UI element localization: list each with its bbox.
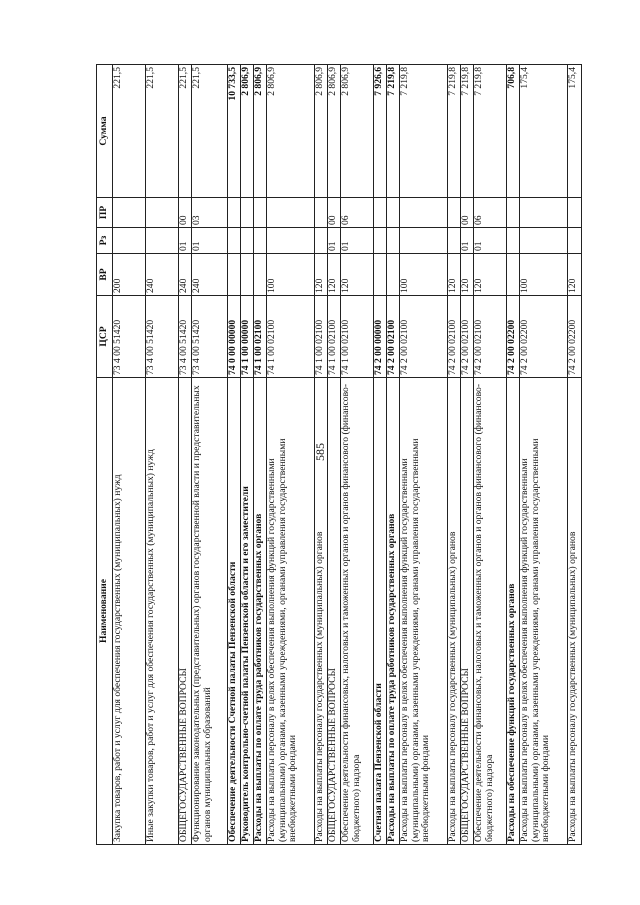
row-rz-cell xyxy=(146,228,179,254)
row-pr-cell xyxy=(387,198,400,228)
table-row xyxy=(520,65,568,845)
budget-table-rotated xyxy=(96,65,582,845)
row-vr-cell: 240 xyxy=(146,254,179,296)
row-rz-cell xyxy=(315,228,328,254)
row-rz-cell: 01 xyxy=(328,228,341,254)
table-row xyxy=(400,65,448,845)
row-vr-cell: 120 xyxy=(328,254,341,296)
row-pr-cell xyxy=(113,198,146,228)
row-sum-cell: 175,4 xyxy=(568,65,582,198)
row-rz-cell xyxy=(113,228,146,254)
row-pr-cell xyxy=(241,198,254,228)
row-rz-cell xyxy=(267,228,315,254)
row-vr-cell: 120 xyxy=(568,254,582,296)
row-rz-cell xyxy=(228,228,241,254)
row-vr-cell: 100 xyxy=(520,254,568,296)
table-row xyxy=(192,65,228,845)
row-csr-cell: 74 1 00 00000 xyxy=(241,296,254,378)
row-sum-cell: 221,5 xyxy=(113,65,146,198)
row-sum-cell: 7 219,8 xyxy=(387,65,400,198)
row-sum-cell: 221,5 xyxy=(146,65,179,198)
row-name-cell: Расходы на выплаты по оплате труда работников государственных органов xyxy=(387,378,400,845)
header-sum: Сумма xyxy=(97,65,113,198)
table-row xyxy=(146,65,179,845)
row-csr-cell: 74 1 00 02100 xyxy=(315,296,328,378)
header-csr: ЦСР xyxy=(97,296,113,378)
row-vr-cell xyxy=(241,254,254,296)
row-sum-cell: 7 926,6 xyxy=(374,65,387,198)
row-csr-cell: 74 1 00 02100 xyxy=(341,296,374,378)
row-name-cell: Обеспечение деятельности финансовых, налоговых и таможенных органов и органов финансового (финансово-бюджетного) надзора xyxy=(341,378,374,845)
row-pr-cell: 00 xyxy=(179,198,192,228)
row-sum-cell: 221,5 xyxy=(179,65,192,198)
row-name-cell: Обеспечение деятельности финансовых, налоговых и таможенных органов и органов финансового (финансово-бюджетного) надзора xyxy=(474,378,507,845)
row-rz-cell: 01 xyxy=(474,228,507,254)
row-rz-cell xyxy=(507,228,520,254)
row-pr-cell xyxy=(315,198,328,228)
row-sum-cell: 2 806,9 xyxy=(315,65,328,198)
row-sum-cell: 2 806,9 xyxy=(267,65,315,198)
row-pr-cell: 00 xyxy=(328,198,341,228)
table-row xyxy=(228,65,241,845)
row-rz-cell: 01 xyxy=(179,228,192,254)
table-row xyxy=(179,65,192,845)
row-name-cell: Расходы на выплаты персоналу в целях обеспечения выполнения функций государственными (муниципальными) органами, казенными учреждениями, органами управления государственными внебюджетными фондами xyxy=(400,378,448,845)
table-row xyxy=(448,65,461,845)
row-vr-cell: 120 xyxy=(461,254,474,296)
row-name-cell: ОБЩЕГОСУДАРСТВЕННЫЕ ВОПРОСЫ xyxy=(179,378,192,845)
row-vr-cell xyxy=(254,254,267,296)
row-pr-cell xyxy=(520,198,568,228)
table-row xyxy=(387,65,400,845)
row-sum-cell: 2 806,9 xyxy=(328,65,341,198)
table-row xyxy=(474,65,507,845)
row-csr-cell: 73 4 00 51420 xyxy=(192,296,228,378)
row-pr-cell xyxy=(374,198,387,228)
row-csr-cell: 74 2 00 02100 xyxy=(448,296,461,378)
header-rz: Рз xyxy=(97,228,113,254)
table-row xyxy=(267,65,315,845)
row-name-cell: Расходы на выплаты персоналу государственных (муниципальных) органов xyxy=(315,378,328,845)
row-vr-cell: 120 xyxy=(474,254,507,296)
row-csr-cell: 74 2 00 02100 xyxy=(400,296,448,378)
row-name-cell: Закупка товаров, работ и услуг для обеспечения государственных (муниципальных) нужд xyxy=(113,378,146,845)
row-vr-cell xyxy=(507,254,520,296)
row-csr-cell: 73 4 00 51420 xyxy=(146,296,179,378)
row-vr-cell: 240 xyxy=(179,254,192,296)
row-vr-cell: 200 xyxy=(113,254,146,296)
row-csr-cell: 73 4 00 51420 xyxy=(179,296,192,378)
row-vr-cell xyxy=(374,254,387,296)
row-rz-cell xyxy=(374,228,387,254)
row-name-cell: Обеспечение деятельности Счетной палаты Пензенской области xyxy=(228,378,241,845)
row-csr-cell: 74 2 00 02100 xyxy=(387,296,400,378)
table-row xyxy=(328,65,341,845)
row-csr-cell: 74 2 00 02100 xyxy=(461,296,474,378)
table-row xyxy=(374,65,387,845)
row-sum-cell: 7 219,8 xyxy=(474,65,507,198)
row-vr-cell xyxy=(387,254,400,296)
header-name: Наименование xyxy=(97,378,113,845)
header-pr: ПР xyxy=(97,198,113,228)
row-sum-cell: 7 219,8 xyxy=(461,65,474,198)
header-vr: ВР xyxy=(97,254,113,296)
row-sum-cell: 7 219,8 xyxy=(448,65,461,198)
row-name-cell: Расходы на выплаты по оплате труда работников государственных органов xyxy=(254,378,267,845)
row-pr-cell xyxy=(254,198,267,228)
row-csr-cell: 74 2 00 00000 xyxy=(374,296,387,378)
row-sum-cell: 221,5 xyxy=(192,65,228,198)
table-header-row xyxy=(97,65,113,845)
row-csr-cell: 74 2 00 02200 xyxy=(507,296,520,378)
row-vr-cell: 100 xyxy=(400,254,448,296)
row-rz-cell xyxy=(520,228,568,254)
row-sum-cell: 706,8 xyxy=(507,65,520,198)
row-pr-cell xyxy=(228,198,241,228)
row-csr-cell: 74 2 00 02200 xyxy=(568,296,582,378)
row-sum-cell: 175,4 xyxy=(520,65,568,198)
row-pr-cell: 03 xyxy=(192,198,228,228)
row-name-cell: ОБЩЕГОСУДАРСТВЕННЫЕ ВОПРОСЫ xyxy=(461,378,474,845)
row-vr-cell: 120 xyxy=(341,254,374,296)
table-row xyxy=(461,65,474,845)
row-csr-cell: 74 1 00 02100 xyxy=(254,296,267,378)
row-name-cell: ОБЩЕГОСУДАРСТВЕННЫЕ ВОПРОСЫ xyxy=(328,378,341,845)
table-row xyxy=(507,65,520,845)
row-rz-cell xyxy=(400,228,448,254)
table-row xyxy=(241,65,254,845)
row-csr-cell: 73 4 00 51420 xyxy=(113,296,146,378)
row-csr-cell: 74 2 00 02200 xyxy=(520,296,568,378)
row-rz-cell xyxy=(448,228,461,254)
row-pr-cell xyxy=(507,198,520,228)
row-name-cell: Иные закупки товаров, работ и услуг для обеспечения государственных (муниципальных) нужд xyxy=(146,378,179,845)
row-rz-cell: 01 xyxy=(461,228,474,254)
row-vr-cell: 120 xyxy=(315,254,328,296)
row-vr-cell xyxy=(228,254,241,296)
row-vr-cell: 120 xyxy=(448,254,461,296)
row-csr-cell: 74 1 00 02100 xyxy=(328,296,341,378)
row-csr-cell: 74 2 00 02100 xyxy=(474,296,507,378)
row-vr-cell: 240 xyxy=(192,254,228,296)
row-csr-cell: 74 0 00 00000 xyxy=(228,296,241,378)
row-rz-cell: 01 xyxy=(192,228,228,254)
row-sum-cell: 7 219,8 xyxy=(400,65,448,198)
row-rz-cell: 01 xyxy=(341,228,374,254)
row-pr-cell: 06 xyxy=(474,198,507,228)
row-rz-cell xyxy=(387,228,400,254)
table-row xyxy=(341,65,374,845)
row-sum-cell: 2 806,9 xyxy=(241,65,254,198)
table-body xyxy=(113,65,582,845)
row-pr-cell: 06 xyxy=(341,198,374,228)
table-row xyxy=(254,65,267,845)
row-name-cell: Функционирование законодательных (представительных) органов государственной власти и представительных органов муниципальных образований xyxy=(192,378,228,845)
row-sum-cell: 10 733,5 xyxy=(228,65,241,198)
row-rz-cell xyxy=(254,228,267,254)
row-name-cell: Счетная палата Пензенской области xyxy=(374,378,387,845)
row-name-cell: Расходы на обеспечение функций государственных органов xyxy=(507,378,520,845)
row-csr-cell: 74 1 00 02100 xyxy=(267,296,315,378)
row-vr-cell: 100 xyxy=(267,254,315,296)
row-name-cell: Расходы на выплаты персоналу государственных (муниципальных) органов xyxy=(568,378,582,845)
budget-table xyxy=(96,64,582,845)
row-pr-cell: 00 xyxy=(461,198,474,228)
row-name-cell: Руководитель контрольно-счетной палаты Пензенской области и его заместители xyxy=(241,378,254,845)
table-row xyxy=(113,65,146,845)
row-pr-cell xyxy=(267,198,315,228)
row-name-cell: Расходы на выплаты персоналу в целях обеспечения выполнения функций государственными (муниципальными) органами, казенными учреждениями, органами управления государственными внебюджетными фондами xyxy=(267,378,315,845)
row-pr-cell xyxy=(448,198,461,228)
page-number: 585 xyxy=(313,443,327,461)
row-sum-cell: 2 806,9 xyxy=(341,65,374,198)
row-sum-cell: 2 806,9 xyxy=(254,65,267,198)
table-row xyxy=(568,65,582,845)
row-rz-cell xyxy=(568,228,582,254)
row-name-cell: Расходы на выплаты персоналу государственных (муниципальных) органов xyxy=(448,378,461,845)
row-pr-cell xyxy=(400,198,448,228)
row-pr-cell xyxy=(568,198,582,228)
row-name-cell: Расходы на выплаты персоналу в целях обеспечения выполнения функций государственными (муниципальными) органами, казенными учреждениями, органами управления государственными внебюджетными фондами xyxy=(520,378,568,845)
table-row xyxy=(315,65,328,845)
row-pr-cell xyxy=(146,198,179,228)
row-rz-cell xyxy=(241,228,254,254)
